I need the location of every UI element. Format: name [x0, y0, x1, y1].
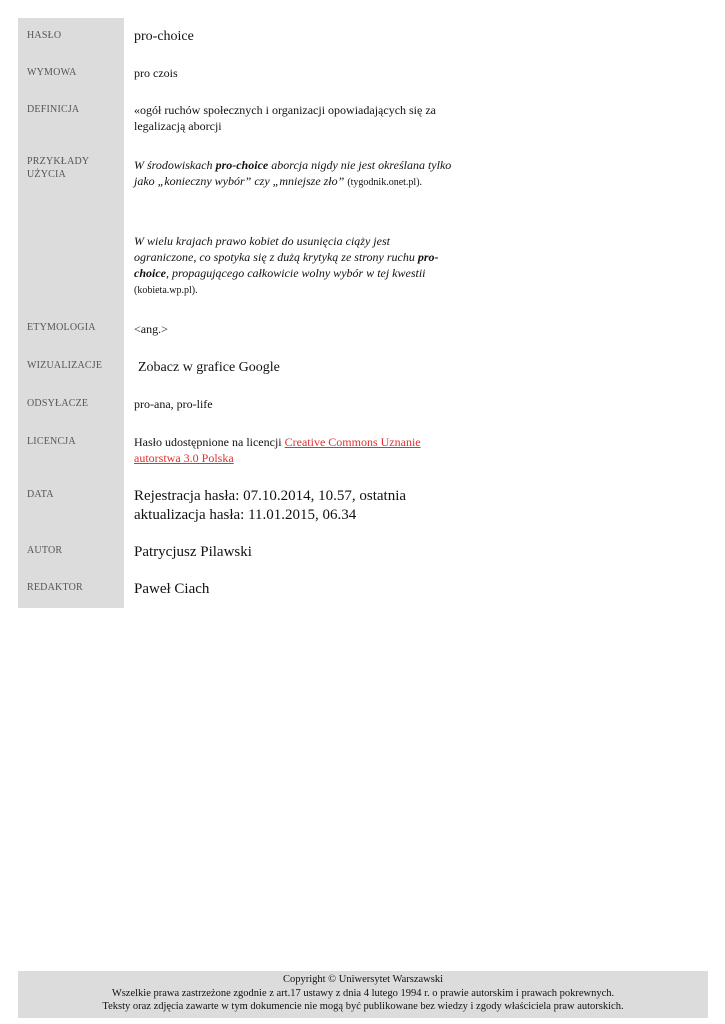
label-data: DATA — [27, 489, 54, 500]
value-definicja: «ogół ruchów społecznych i organizacji opowiadających się za legalizacją aborcji — [134, 103, 436, 133]
label-definicja: DEFINICJA — [27, 104, 80, 115]
value-etymologia: <ang.> — [134, 322, 168, 336]
example-2-text-b: , propagującego całkowicie wolny wybór w tej kwestii — [166, 266, 426, 280]
example-1-text-a: W środowiskach — [134, 158, 216, 172]
footer-notice: Teksty oraz zdjęcia zawarte w tym dokumencie nie mogą być publikowane bez wiedzy i zgody właściciela praw autorskich. — [102, 1001, 624, 1012]
value-licencja — [134, 434, 434, 466]
footer-copyright: Copyright © Uniwersytet Warszawski — [282, 974, 444, 985]
value-redaktor: Paweł Ciach — [134, 581, 210, 597]
label-wizualizacje: WIZUALIZACJE — [27, 360, 103, 371]
label-autor: AUTOR — [27, 545, 63, 556]
value-autor: Patrycjusz Pilawski — [134, 544, 252, 560]
label-przyklady-line2: UŻYCIA — [27, 169, 66, 180]
example-1-term: pro-choice — [215, 158, 269, 172]
example-2-text-a: W wielu krajach prawo kobiet do usunięcia ciąży jest ograniczone, co spotyka się z dużą krytyką ze strony ruchu — [134, 234, 418, 264]
label-haslo: HASŁO — [27, 30, 62, 41]
value-haslo: pro-choice — [134, 29, 194, 44]
example-2 — [134, 233, 454, 299]
example-1-end: . — [419, 177, 423, 188]
label-licencja: LICENCJA — [27, 436, 76, 447]
example-2-term: pro-choice — [134, 250, 439, 280]
value-wymowa: pro czois — [134, 66, 178, 80]
example-1-source: (tygodnik.onet.pl) — [347, 177, 420, 188]
label-przyklady — [27, 155, 122, 181]
label-redaktor: REDAKTOR — [27, 582, 83, 593]
license-link[interactable]: Creative Commons Uznanie autorstwa 3.0 Polska — [134, 435, 421, 465]
value-odsylacze: pro-ana, pro-life — [134, 397, 213, 411]
footer-rights: Wszelkie prawa zastrzeżone zgodnie z art.17 ustawy z dnia 4 lutego 1994 r. o prawie autorskim i prawach pokrewnych. — [111, 987, 615, 999]
label-etymologia: ETYMOLOGIA — [27, 322, 96, 333]
example-1 — [134, 157, 454, 191]
google-images-link[interactable]: Zobacz w grafice Google — [138, 360, 280, 375]
example-2-source: (kobieta.wp.pl) — [134, 285, 196, 296]
licencja-text: Hasło udostępnione na licencji — [134, 435, 285, 449]
label-przyklady-line1: PRZYKŁADY — [27, 156, 90, 167]
label-wymowa: WYMOWA — [27, 67, 77, 78]
example-1-text-b: aborcja nigdy nie jest określana tylko jako „konieczny wybór” czy „mniejsze zło” — [134, 158, 452, 188]
example-2-end: . — [195, 285, 198, 296]
value-data: Rejestracja hasła: 07.10.2014, 10.57, ostatnia aktualizacja hasła: 11.01.2015, 06.34 — [134, 488, 407, 523]
footer — [18, 971, 708, 1018]
label-odsylacze: ODSYŁACZE — [27, 398, 89, 409]
